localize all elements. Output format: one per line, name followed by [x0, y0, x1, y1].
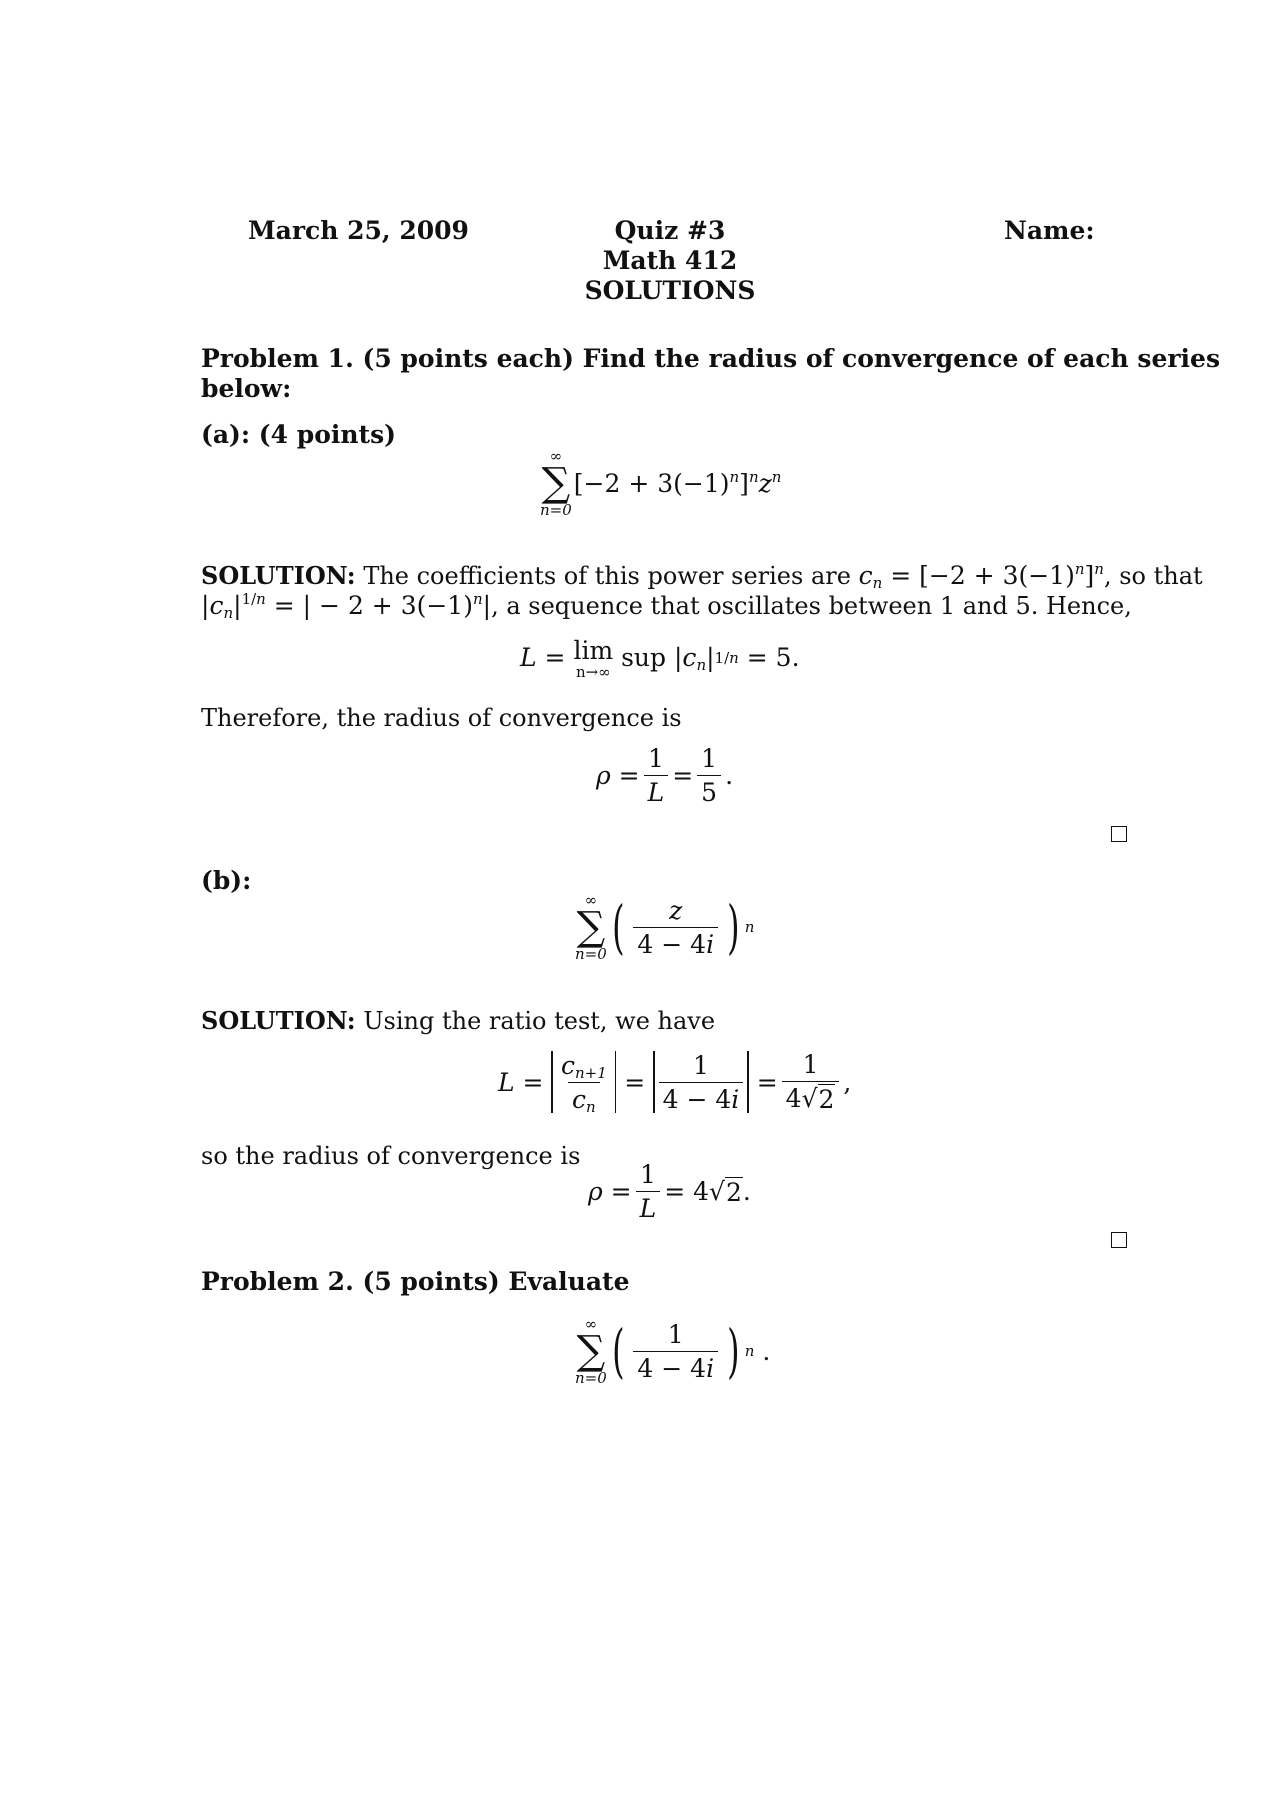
problem-1-title: Problem 1. (5 points each) Find the radius of convergence of each series: [201, 344, 1221, 373]
problem-1-title-cont: below:: [201, 374, 292, 403]
sigma-a: ∞ ∑ n=0: [540, 447, 572, 519]
part-b-label: (b):: [201, 866, 252, 895]
ratio-test-equation: L = $\frac{c_{n+1}}{c_n}$ = $\frac{1}{4 - 4i}$ = 1 4√ 2 ,: [498, 1050, 852, 1116]
quiz-date: March 25, 2009: [248, 216, 469, 245]
solution-b-line1: SOLUTION: Using the ratio test, we have: [201, 1006, 716, 1035]
solution-a-line2: $|c_n|^{1/n}$ = | − $2 + 3(-1)^n|$, a sequence that oscillates between 1 and 5. Hence,: [201, 590, 1132, 622]
course-name: Math 412: [602, 246, 738, 275]
problem-2-title: Problem 2. (5 points) Evaluate: [201, 1267, 630, 1296]
rho-equation-a: ρ = $\frac{1}{L}$ = $\frac{1}{5}$ .: [596, 744, 734, 807]
limsup-equation: L = lim n→∞ sup | $c_n$ | 1/n = 5.: [520, 636, 800, 681]
solution-a-line1: SOLUTION: The coefficients of this power series are $c_n = [-2 + 3(-1)^n]^n$, so that: [201, 560, 1203, 592]
series-b: ∞ ∑ n=0 ( $\frac{z}{4 - 4i}$ ) n: [575, 891, 755, 963]
qed-box-b: [1111, 1232, 1127, 1248]
rho-equation-b: ρ = $\frac{1}{L}$ = 4 √ 2 .: [588, 1160, 751, 1223]
name-label: Name:: [1004, 216, 1095, 245]
therefore-text: Therefore, the radius of convergence is: [201, 704, 682, 732]
solutions-heading: SOLUTIONS: [584, 276, 756, 305]
part-a-label: (a): (4 points): [201, 420, 396, 449]
series-problem-2: ∞ ∑ n=0 ( $\frac{1}{4 - 4i}$ ) n .: [575, 1315, 771, 1387]
qed-box-a: [1111, 826, 1127, 842]
series-a: ∞ ∑ n=0 $[-2 + 3(-1)^n]^nz^n$: [540, 447, 782, 519]
so-radius-text: so the radius of convergence is: [201, 1142, 581, 1170]
quiz-number: Quiz #3: [614, 216, 726, 245]
quiz-title-block: [560, 216, 780, 306]
